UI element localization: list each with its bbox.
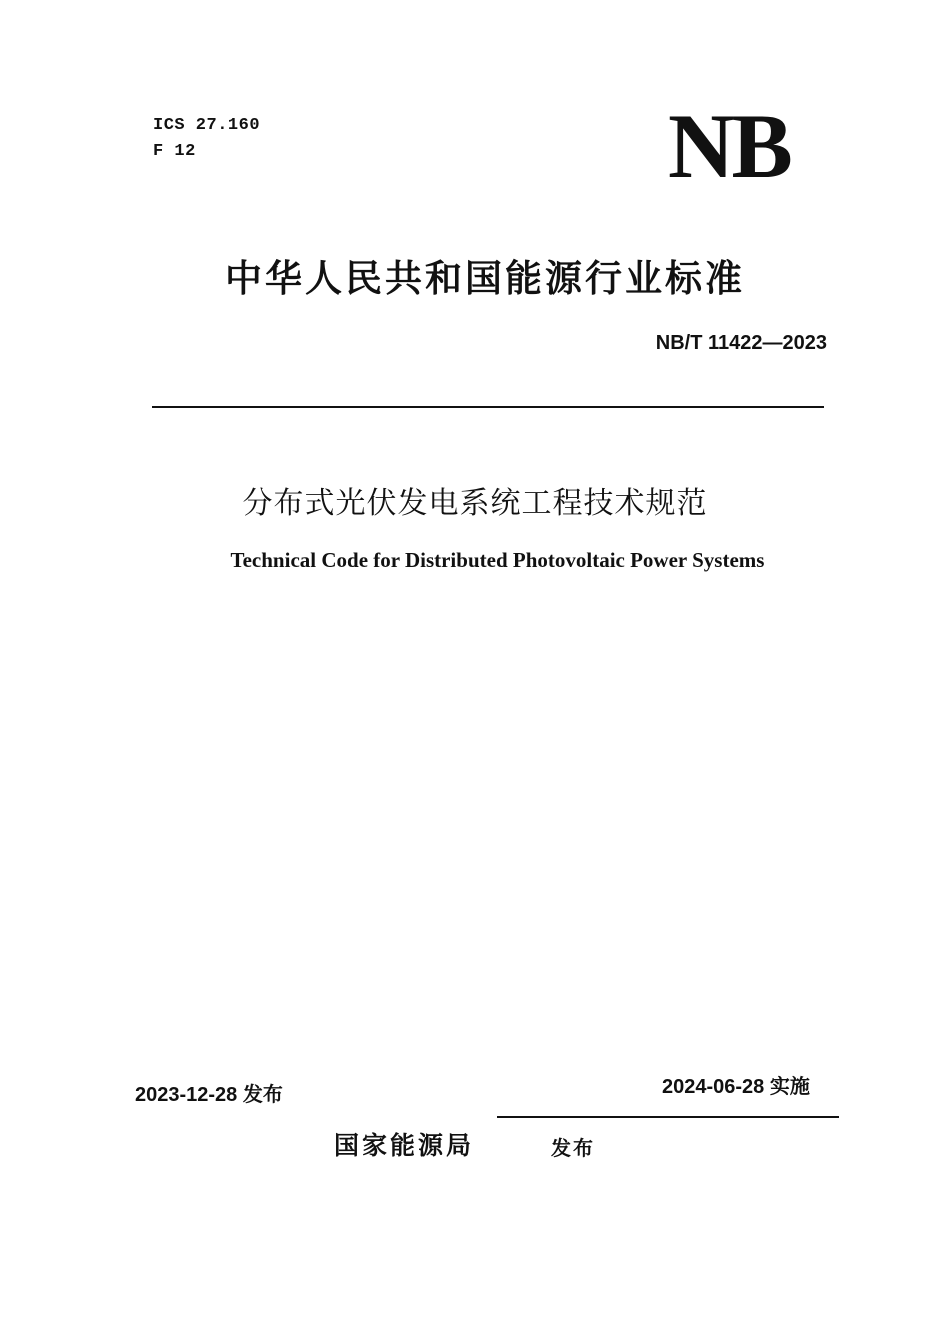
standard-number: NB/T 11422—2023 bbox=[655, 332, 827, 354]
issue-date: 2023-12-28 发布 bbox=[135, 1084, 283, 1106]
ics-code: ICS 27.160 bbox=[153, 116, 261, 135]
publisher-name: 国家能源局 bbox=[334, 1131, 475, 1160]
ccs-code: F 12 bbox=[153, 142, 196, 161]
nb-logo: NB bbox=[668, 95, 790, 197]
document-title-chinese: 分布式光伏发电系统工程技术规范 bbox=[242, 486, 708, 521]
publish-label: 发布 bbox=[551, 1136, 595, 1160]
standard-type-heading: 中华人民共和国能源行业标准 bbox=[225, 257, 745, 300]
document-title-english: Technical Code for Distributed Photovoltaic Power Systems bbox=[230, 548, 765, 572]
implementation-date: 2024-06-28 实施 bbox=[662, 1076, 810, 1098]
top-divider bbox=[152, 406, 824, 408]
bottom-divider bbox=[497, 1116, 839, 1118]
